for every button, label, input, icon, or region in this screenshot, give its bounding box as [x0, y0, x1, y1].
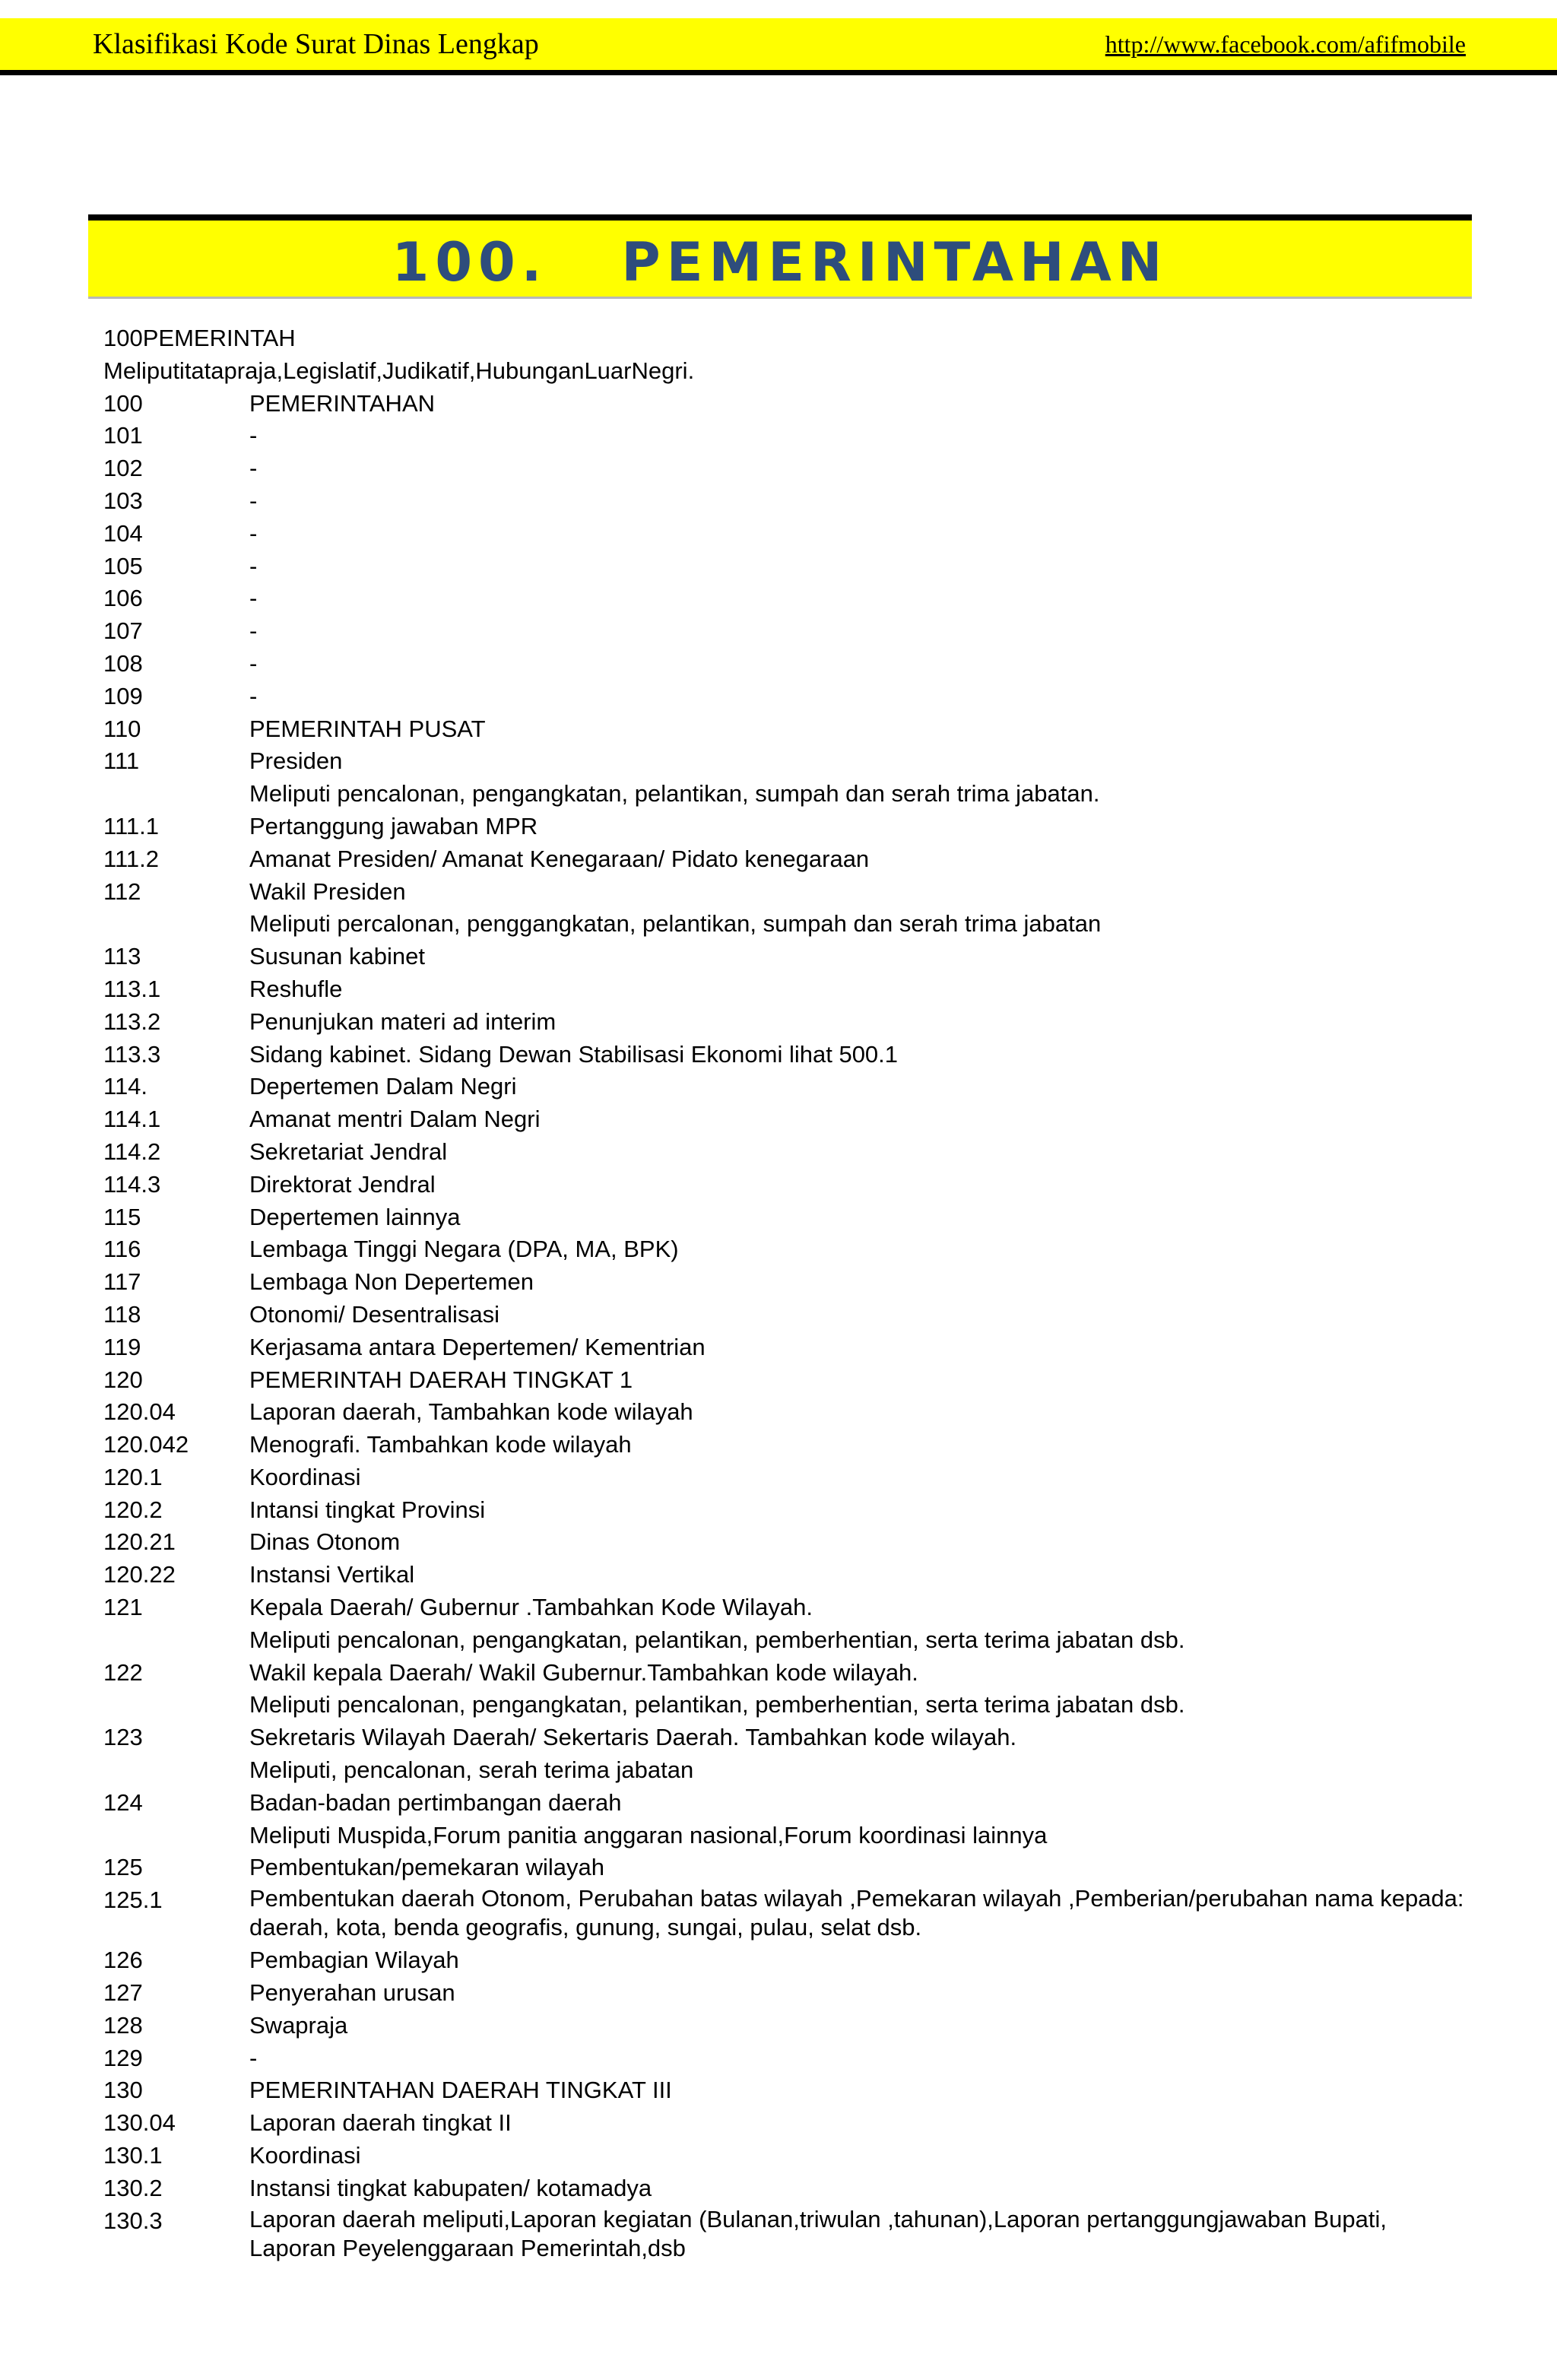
entry-row: [103, 1299, 1479, 1331]
entry-description: Sekretariat Jendral: [249, 1138, 448, 1165]
entry-code: 120.04: [103, 1398, 176, 1426]
entry-code: 111.2: [103, 845, 159, 872]
entry-code: 113.1: [103, 975, 161, 1002]
entry-code: [103, 1624, 249, 1657]
entry-row: [103, 1526, 1479, 1559]
entry-code: 130.3: [103, 2207, 163, 2234]
entry-row: [103, 1722, 1479, 1754]
entry-description: Swapraja: [249, 2011, 348, 2039]
entry-code: 126: [103, 1947, 143, 1974]
entry-code: [103, 1689, 249, 1722]
entry-code: 123: [103, 1724, 143, 1751]
entry-row: [103, 485, 1479, 518]
entry-description: Instansi tingkat kabupaten/ kotamadya: [249, 2174, 652, 2201]
entry-row: [103, 1689, 1479, 1722]
entry-description: -: [249, 2044, 258, 2071]
entry-description: PEMERINTAH PUSAT: [249, 715, 486, 742]
entry-code: 130.2: [103, 2174, 163, 2201]
entry-description: Reshufle: [249, 975, 343, 1002]
entry-code: 114.3: [103, 1170, 161, 1198]
entry-row: [103, 1071, 1479, 1103]
entry-row: [103, 1364, 1479, 1397]
entry-row: [103, 1039, 1479, 1071]
entry-row: [103, 2107, 1479, 2140]
entry-description: Koordinasi: [249, 2142, 361, 2169]
entry-row: [103, 582, 1479, 615]
entry-row: [103, 1103, 1479, 1136]
entry-description: Depertemen Dalam Negri: [249, 1073, 517, 1100]
entry-row: [103, 1396, 1479, 1429]
entry-description: Pembentukan/pemekaran wilayah: [249, 1854, 604, 1881]
entry-row: [103, 973, 1479, 1006]
entry-code: 101: [103, 422, 143, 449]
entry-description: Meliputi pencalonan, pengangkatan, pelantikan, pemberhentian, serta terima jabatan dsb.: [249, 1691, 1185, 1718]
entry-code: 122: [103, 1658, 143, 1686]
entry-code: 105: [103, 552, 143, 579]
entry-row: [103, 745, 1479, 778]
facebook-link[interactable]: http://www.facebook.com/afifmobile: [1105, 30, 1466, 58]
entry-code: 120.042: [103, 1431, 189, 1458]
entry-code: 114.2: [103, 1138, 161, 1165]
entry-description: -: [249, 552, 258, 579]
header-title: Klasifikasi Kode Surat Dinas Lengkap: [93, 28, 539, 60]
entry-row: [103, 551, 1479, 583]
entry-description: Amanat mentri Dalam Negri: [249, 1106, 541, 1133]
entry-code: 116: [103, 1236, 141, 1263]
entry-description: -: [249, 422, 258, 449]
entry-code: 120.2: [103, 1496, 163, 1523]
entry-description: -: [249, 617, 258, 645]
page-header: [0, 18, 1557, 75]
entry-row: [103, 1331, 1479, 1364]
entry-row: [103, 1494, 1479, 1527]
intro-line: Meliputitatapraja,Legislatif,Judikatif,HubunganLuarNegri.: [103, 357, 695, 384]
entry-code: 109: [103, 682, 143, 709]
entry-row: [103, 388, 1479, 420]
entry-row: [103, 2172, 1479, 2205]
entry-description: Presiden: [249, 747, 343, 775]
entry-code: 130.04: [103, 2109, 176, 2137]
entry-row: [103, 1754, 1479, 1787]
entry-description: Dinas Otonom: [249, 1528, 401, 1556]
entry-description: Meliputi pencalonan, pengangkatan, pelantikan, sumpah dan serah trima jabatan.: [249, 780, 1100, 808]
entry-row: [103, 1591, 1479, 1624]
entry-description: Badan-badan pertimbangan daerah: [249, 1788, 622, 1816]
entry-description: Lembaga Tinggi Negara (DPA, MA, BPK): [249, 1236, 679, 1263]
entry-code: 120: [103, 1366, 143, 1393]
entry-description: PEMERINTAHAN: [249, 389, 436, 417]
entry-description: -: [249, 487, 258, 514]
section-title-band: [88, 214, 1472, 299]
entry-row: [103, 2042, 1479, 2075]
entry-row: [103, 811, 1479, 843]
entry-description: Susunan kabinet: [249, 943, 425, 970]
entry-description: -: [249, 585, 258, 612]
entry-row: [103, 1461, 1479, 1494]
entry-code: 130: [103, 2077, 143, 2104]
entry-description: Wakil Presiden: [249, 877, 406, 905]
entry-code: 108: [103, 649, 143, 677]
entry-code: 114.1: [103, 1106, 161, 1133]
entry-row: [103, 1136, 1479, 1169]
entry-row: [103, 420, 1479, 452]
entry-row: [103, 2140, 1479, 2172]
entry-row: [103, 452, 1479, 485]
entry-description: Laporan daerah meliputi,Laporan kegiatan (Bulanan,triwulan ,tahunan),Laporan pertanggungjawaban Bupati, Laporan Peyelenggaraan Pemerintah,dsb: [249, 2205, 1387, 2261]
entry-description: Direktorat Jendral: [249, 1170, 436, 1198]
entry-description: PEMERINTAH DAERAH TINGKAT 1: [249, 1366, 633, 1393]
entry-code: 128: [103, 2011, 143, 2039]
entries-table: [103, 388, 1479, 2265]
entry-code: 120.22: [103, 1561, 176, 1588]
entry-row: [103, 1624, 1479, 1657]
entry-description: Penunjukan materi ad interim: [249, 1008, 557, 1035]
entry-code: 124: [103, 1788, 143, 1816]
entry-row: [103, 1852, 1479, 1884]
entry-description: Intansi tingkat Provinsi: [249, 1496, 486, 1523]
entry-description: Pembentukan daerah Otonom, Perubahan batas wilayah ,Pemekaran wilayah ,Pemberian/perubahan nama kepada: daerah, kota, benda geografis, gunung, sungai, pulau, selat dsb.: [249, 1885, 1464, 1941]
entry-description: Pembagian Wilayah: [249, 1947, 459, 1974]
entry-description: Meliputi, pencalonan, serah terima jabatan: [249, 1756, 694, 1784]
entry-code: [103, 778, 249, 811]
entry-code: [103, 1820, 249, 1852]
entry-code: 119: [103, 1333, 141, 1360]
entry-row: [103, 1266, 1479, 1299]
entry-description: Otonomi/ Desentralisasi: [249, 1300, 500, 1328]
entry-row: [103, 1429, 1479, 1461]
entry-row: [103, 1006, 1479, 1039]
entry-description: Laporan daerah tingkat II: [249, 2109, 512, 2137]
entry-code: 106: [103, 585, 143, 612]
entry-description: Menografi. Tambahkan kode wilayah: [249, 1431, 632, 1458]
entry-row: [103, 1820, 1479, 1852]
entry-row: [103, 778, 1479, 811]
entry-description: Kepala Daerah/ Gubernur .Tambahkan Kode Wilayah.: [249, 1594, 813, 1621]
section-title: 100. PEMERINTAHAN: [392, 231, 1169, 294]
entry-description: Sekretaris Wilayah Daerah/ Sekertaris Daerah. Tambahkan kode wilayah.: [249, 1724, 1017, 1751]
entry-row: [103, 1944, 1479, 1977]
entry-row: [103, 1233, 1479, 1266]
entry-code: 110: [103, 715, 141, 742]
entry-code: 129: [103, 2044, 143, 2071]
entry-row: [103, 1884, 1479, 1944]
entry-code: 113: [103, 943, 141, 970]
entry-description: Laporan daerah, Tambahkan kode wilayah: [249, 1398, 693, 1426]
entry-row: [103, 713, 1479, 746]
entry-description: Sidang kabinet. Sidang Dewan Stabilisasi Ekonomi lihat 500.1: [249, 1040, 899, 1068]
entry-description: Kerjasama antara Depertemen/ Kementrian: [249, 1333, 706, 1360]
entry-code: 107: [103, 617, 143, 645]
entry-description: -: [249, 519, 258, 547]
entry-description: Koordinasi: [249, 1463, 361, 1490]
entry-code: 117: [103, 1268, 141, 1296]
entry-row: [103, 876, 1479, 909]
entry-code: 111: [103, 747, 140, 775]
entry-code: [103, 1754, 249, 1787]
entry-code: 102: [103, 455, 143, 482]
entry-code: 127: [103, 1979, 143, 2007]
entry-description: -: [249, 649, 258, 677]
entry-row: [103, 941, 1479, 973]
entry-description: -: [249, 455, 258, 482]
classification-list: [103, 322, 1479, 2265]
entry-row: [103, 518, 1479, 551]
entry-code: 125: [103, 1854, 143, 1881]
entry-code: 103: [103, 487, 143, 514]
entry-code: 118: [103, 1300, 141, 1328]
entry-row: [103, 2205, 1479, 2265]
entry-row: [103, 2010, 1479, 2042]
entry-code: 112: [103, 877, 141, 905]
entry-description: Meliputi percalonan, penggangkatan, pelantikan, sumpah dan serah trima jabatan: [249, 910, 1102, 938]
entry-row: [103, 648, 1479, 681]
entry-code: 113.2: [103, 1008, 161, 1035]
entry-row: [103, 1201, 1479, 1234]
entry-code: 104: [103, 519, 143, 547]
entry-row: [103, 681, 1479, 713]
entry-code: 100: [103, 389, 143, 417]
entry-row: [103, 1787, 1479, 1820]
entry-code: [103, 908, 249, 941]
entry-code: 120.21: [103, 1528, 176, 1556]
entry-description: Depertemen lainnya: [249, 1203, 461, 1230]
entry-row: [103, 615, 1479, 648]
entry-description: Meliputi Muspida,Forum panitia anggaran nasional,Forum koordinasi lainnya: [249, 1821, 1048, 1848]
entry-code: 113.3: [103, 1040, 161, 1068]
entry-row: [103, 1559, 1479, 1591]
entry-description: Lembaga Non Depertemen: [249, 1268, 534, 1296]
entry-row: [103, 1977, 1479, 2010]
entry-code: 120.1: [103, 1463, 163, 1490]
entry-description: Pertanggung jawaban MPR: [249, 812, 538, 839]
entry-description: Wakil kepala Daerah/ Wakil Gubernur.Tambahkan kode wilayah.: [249, 1658, 918, 1686]
entry-code: 121: [103, 1594, 143, 1621]
entry-code: 130.1: [103, 2142, 163, 2169]
entry-description: Meliputi pencalonan, pengangkatan, pelantikan, pemberhentian, serta terima jabatan dsb.: [249, 1626, 1185, 1653]
entry-code: 114.: [103, 1073, 148, 1100]
intro-line: 100PEMERINTAH: [103, 325, 296, 351]
entry-description: PEMERINTAHAN DAERAH TINGKAT III: [249, 2077, 672, 2104]
entry-description: Instansi Vertikal: [249, 1561, 415, 1588]
entry-description: -: [249, 682, 258, 709]
entry-description: Penyerahan urusan: [249, 1979, 455, 2007]
entry-row: [103, 908, 1479, 941]
entry-code: 125.1: [103, 1887, 163, 1914]
entry-description: Amanat Presiden/ Amanat Kenegaraan/ Pidato kenegaraan: [249, 845, 870, 872]
entry-row: [103, 843, 1479, 876]
entry-row: [103, 1657, 1479, 1690]
entry-row: [103, 1169, 1479, 1201]
entry-row: [103, 2074, 1479, 2107]
entry-code: 115: [103, 1203, 141, 1230]
entry-code: 111.1: [103, 812, 159, 839]
